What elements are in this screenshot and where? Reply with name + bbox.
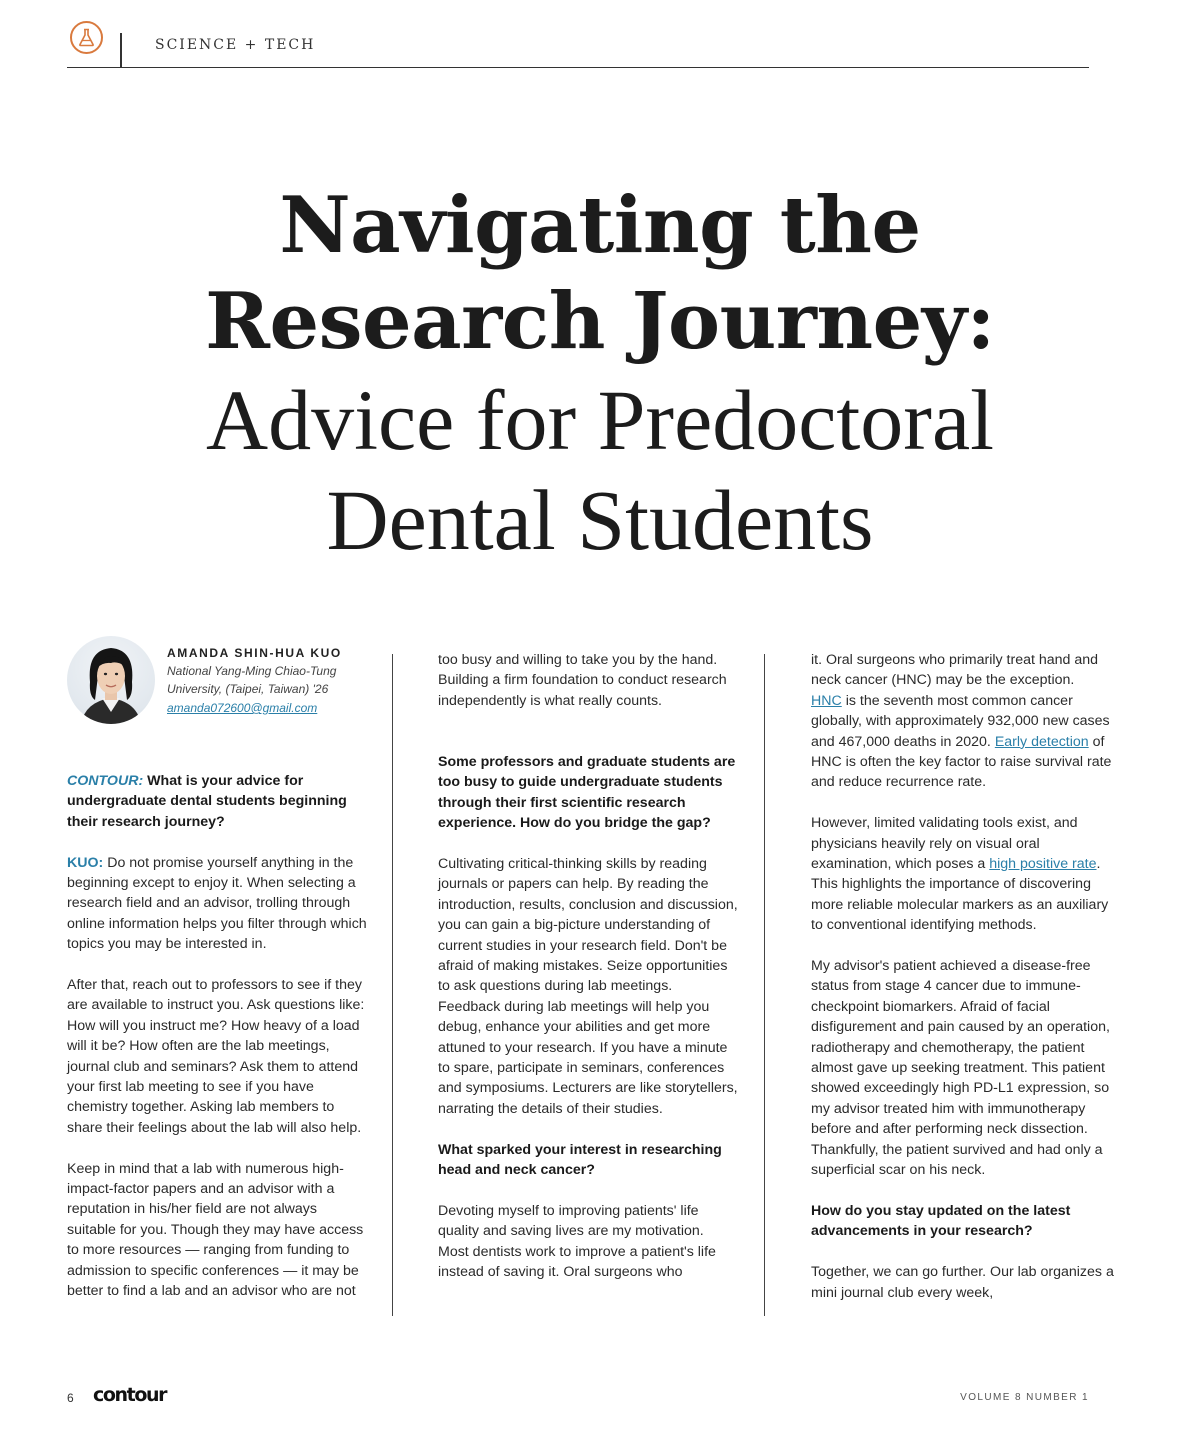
article-column-1 [67, 771, 367, 1302]
answer-4: Together, we can go further. Our lab organizes a mini journal club every week, [811, 1264, 1114, 1301]
answer-1-text: Do not promise yourself anything in the beginning except to enjoy it. When selecting a research field and an advisor, trolling through online information helps you filter through which topics you may be interested in. [67, 854, 367, 953]
article-column-3 [811, 650, 1121, 1303]
question-3: What sparked your interest in researching head and neck cancer? [438, 1141, 722, 1179]
answer-1-paragraph-2: After that, reach out to professors to see if they are available to instruct you. Ask questions like: How will you instruct me? How heavy of a load will it be? How often are the lab meetings, journal club and seminars? Ask them to attend your first lab meeting to see if you have chemistry together. Asking lab members to share their feelings about the lab will also help. [67, 977, 365, 1136]
volume-label: VOLUME 8 NUMBER 1 [960, 1392, 1089, 1403]
answer-1 [67, 853, 367, 955]
column-rule-2 [764, 654, 765, 1316]
column-rule-1 [392, 654, 393, 1316]
page-number: 6 [67, 1391, 74, 1405]
interviewee-label: KUO: [67, 854, 104, 871]
header-divider [120, 33, 122, 67]
title-line-2: Research Journey: [205, 276, 995, 367]
answer-3-paragraph-3: My advisor's patient achieved a disease-free status from stage 4 cancer due to immune-checkpoint biomarkers. Afraid of facial disfigurement and pain caused by an operation, radiotherapy and chemotherapy, the patient almost gave up seeking treatment. This patient showed exceedingly high PD-L1 expression, so my advisor treated him with immunotherapy before and after performing neck dissection. Thankfully, the patient survived and had only a superficial scar on his neck. [811, 958, 1110, 1179]
answer-1-paragraph-3-start: Keep in mind that a lab with numerous high-impact-factor papers and an advisor with a reputation in his/her field are not always suitable for you. Though they may have access to more resources — ranging from funding to admission to specific conferences — it may be better to find a lab and an advisor who are not [67, 1160, 364, 1300]
answer-3-paragraph-2: However, limited validating tools exist, and physicians heavily rely on visual oral examination, which poses a high positive rate. This highlights the importance of discovering more reliable molecular markers as an auxiliary to conventional identifying methods. [811, 815, 1109, 934]
answer-1-paragraph-3-continued: too busy and willing to take you by the hand. Building a firm foundation to conduct research independently is what really counts. [438, 651, 727, 709]
question-4: How do you stay updated on the latest advancements in your research? [811, 1202, 1071, 1240]
title-line-3: Advice for Predoctoral [205, 372, 995, 468]
question-1 [67, 771, 367, 832]
high-positive-rate-link[interactable]: high positive rate [989, 856, 1097, 873]
flask-icon [70, 21, 103, 54]
contour-logo: contour [93, 1384, 167, 1406]
answer-2: Cultivating critical-thinking skills by reading journals or papers can help. By reading the introduction, results, conclusion and discussion, you can gain a big-picture understanding of current studies in your research field. Don't be afraid of making mistakes. Seize opportunities to ask questions during lab meetings. Feedback during lab meetings will help you debug, enhance your abilities and get more attuned to your research. If you have a minute to spare, participate in seminars, conferences and symposiums. Lecturers are like storytellers, narrating the details of their studies. [438, 856, 738, 1117]
title-line-1: Navigating the [279, 180, 921, 271]
title-line-4: Dental Students [326, 472, 874, 568]
answer-3-start: Devoting myself to improving patients' life quality and saving lives are my motivation. Most dentists work to improve a patient's life instead of saving it. Oral surgeons who [438, 1202, 716, 1281]
author-name: AMANDA SHIN-HUA KUO [167, 646, 342, 660]
article-title [0, 178, 1200, 570]
early-detection-link[interactable]: Early detection [994, 733, 1089, 750]
article-column-2 [438, 650, 738, 1283]
section-label: SCIENCE + TECH [155, 37, 316, 53]
interviewer-label: CONTOUR: [67, 773, 144, 789]
author-block [67, 634, 397, 724]
section-header [67, 18, 1089, 68]
author-photo [67, 636, 155, 724]
question-1-text: What is your advice for undergraduate dental students beginning their research journey? [67, 773, 347, 830]
author-school-line-2: University, (Taipei, Taiwan) '26 [167, 682, 329, 696]
question-2: Some professors and graduate students are too busy to guide undergraduate students through their first scientific research experience. How do you bridge the gap? [438, 754, 736, 832]
hnc-link[interactable]: HNC [811, 692, 842, 709]
author-email-link[interactable]: amanda072600@gmail.com [167, 701, 318, 715]
author-school: National Yang-Ming Chiao-Tung [167, 664, 337, 678]
answer-3-continued: it. Oral surgeons who primarily treat hand and neck cancer (HNC) may be the exception. HNC is the seventh most common cancer globally, with approximately 932,000 new cases and 467,000 deaths in 2020. Early detection of HNC is often the key factor to raise survival rate and reduce recurrence rate. [811, 652, 1112, 791]
